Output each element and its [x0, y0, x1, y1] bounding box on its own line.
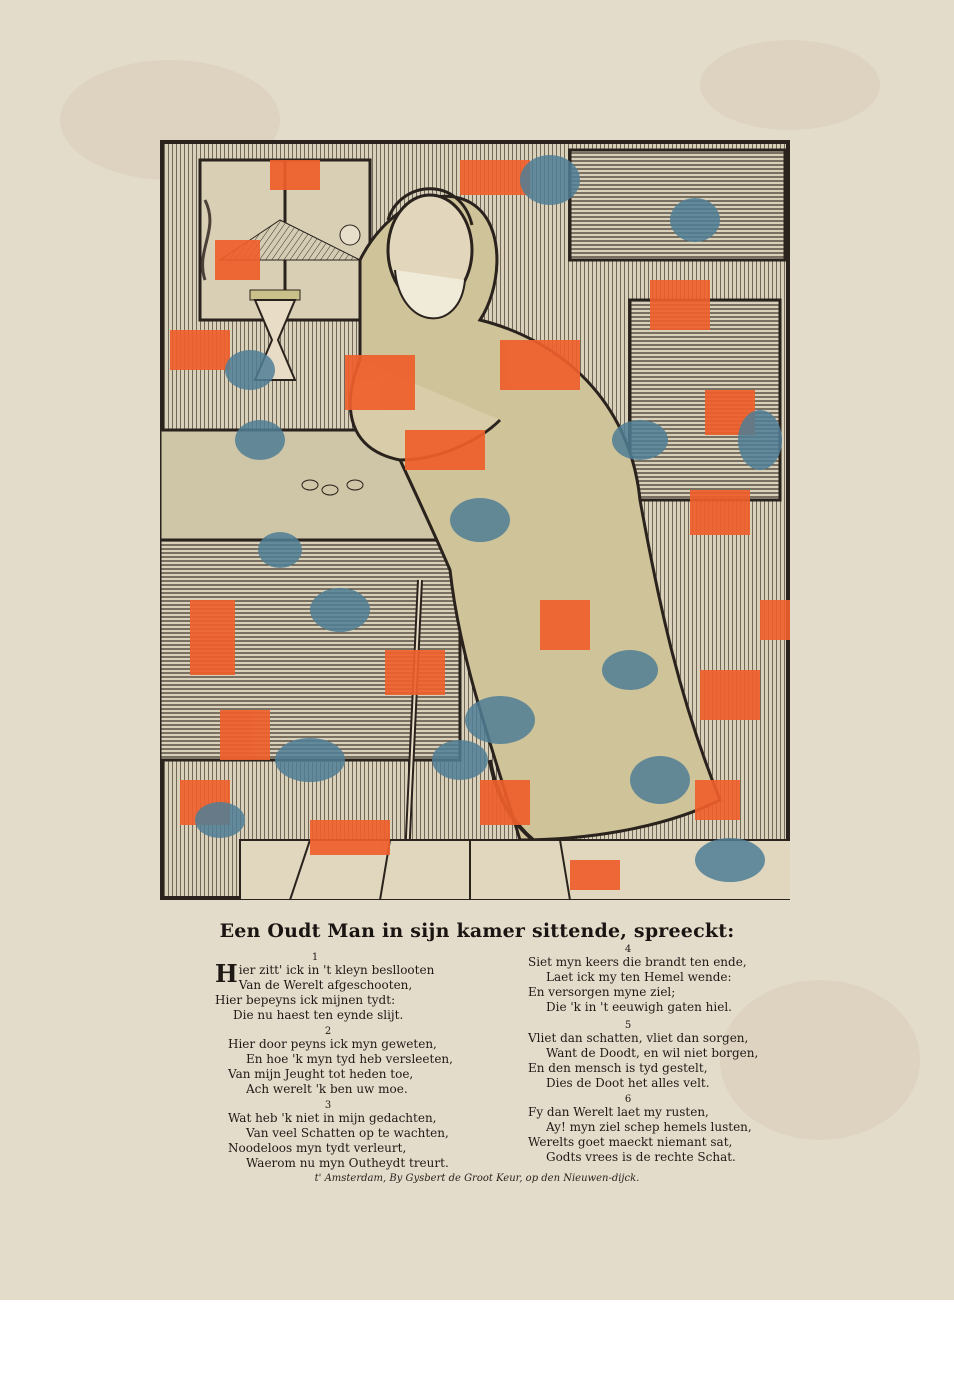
stanza-line: Waerom nu myn Outheydt treurt.: [246, 1156, 449, 1170]
stanza: [528, 1094, 768, 1165]
stanza: [228, 1026, 468, 1097]
stanza-number: 5: [624, 1020, 632, 1031]
stanza: [528, 944, 768, 1015]
stanza-number: 2: [324, 1026, 332, 1037]
stanza-line: Godts vrees is de rechte Schat.: [546, 1150, 736, 1164]
stanza-line: En den mensch is tyd gestelt,: [528, 1061, 708, 1075]
stanza-line: Fy dan Werelt laet my rusten,: [528, 1105, 709, 1119]
stanza-line: Van veel Schatten op te wachten,: [246, 1126, 449, 1140]
stanza-line: Ach werelt 'k ben uw moe.: [246, 1082, 408, 1096]
stanza-line: Hier door peyns ick myn geweten,: [228, 1037, 437, 1051]
stanza-line: Dies de Doot het alles velt.: [546, 1076, 710, 1090]
stanza-line: Van mijn Jeught tot heden toe,: [228, 1067, 414, 1081]
stanza-line: Vliet dan schatten, vliet dan sorgen,: [528, 1031, 749, 1045]
stanza: [215, 952, 455, 1023]
stanza: [528, 1020, 768, 1091]
stanza-number: 3: [324, 1100, 332, 1111]
stanza-line: Siet myn keers die brandt ten ende,: [528, 955, 747, 969]
woodcut-illustration: [160, 140, 790, 900]
stanza-line: Want de Doodt, en wil niet borgen,: [546, 1046, 759, 1060]
stanza-line: En hoe 'k myn tyd heb versleeten,: [246, 1052, 453, 1066]
stanza-line: Hier bepeyns ick mijnen tydt:: [215, 993, 396, 1007]
stanza-line: Noodeloos myn tydt verleurt,: [228, 1141, 407, 1155]
stanza-line: Die 'k in 't eeuwigh gaten hiel.: [546, 1000, 732, 1014]
broadsheet-title: Een Oudt Man in sijn kamer sittende, spreeckt:: [219, 920, 735, 942]
bottom-margin: [0, 1300, 954, 1390]
stanza-line: En versorgen myne ziel;: [528, 985, 676, 999]
stanza-line: Ay! myn ziel schep hemels lusten,: [546, 1120, 752, 1134]
stanza-line: Laet ick my ten Hemel wende:: [546, 970, 732, 984]
paper-stain: [700, 40, 880, 130]
stanza-number: 4: [624, 944, 632, 955]
stanza-line: Wat heb 'k niet in mijn gedachten,: [228, 1111, 437, 1125]
stanza-number: 1: [311, 952, 319, 963]
stanza-number: 6: [624, 1094, 632, 1105]
stanza-line: ier zitt' ick in 't kleyn besllooten: [238, 963, 435, 977]
printer-imprint: t' Amsterdam, By Gysbert de Groot Keur, op den Nieuwen-dijck.: [314, 1173, 640, 1184]
stanza: [228, 1100, 468, 1171]
stanza-line: Van de Werelt afgeschooten,: [238, 978, 413, 992]
drop-capital: H: [215, 959, 238, 988]
stanza-line: Die nu haest ten eynde slijt.: [233, 1008, 404, 1022]
stanza-line: Werelts goet maeckt niemant sat,: [528, 1135, 733, 1149]
old-man-in-room-image: [160, 140, 790, 900]
